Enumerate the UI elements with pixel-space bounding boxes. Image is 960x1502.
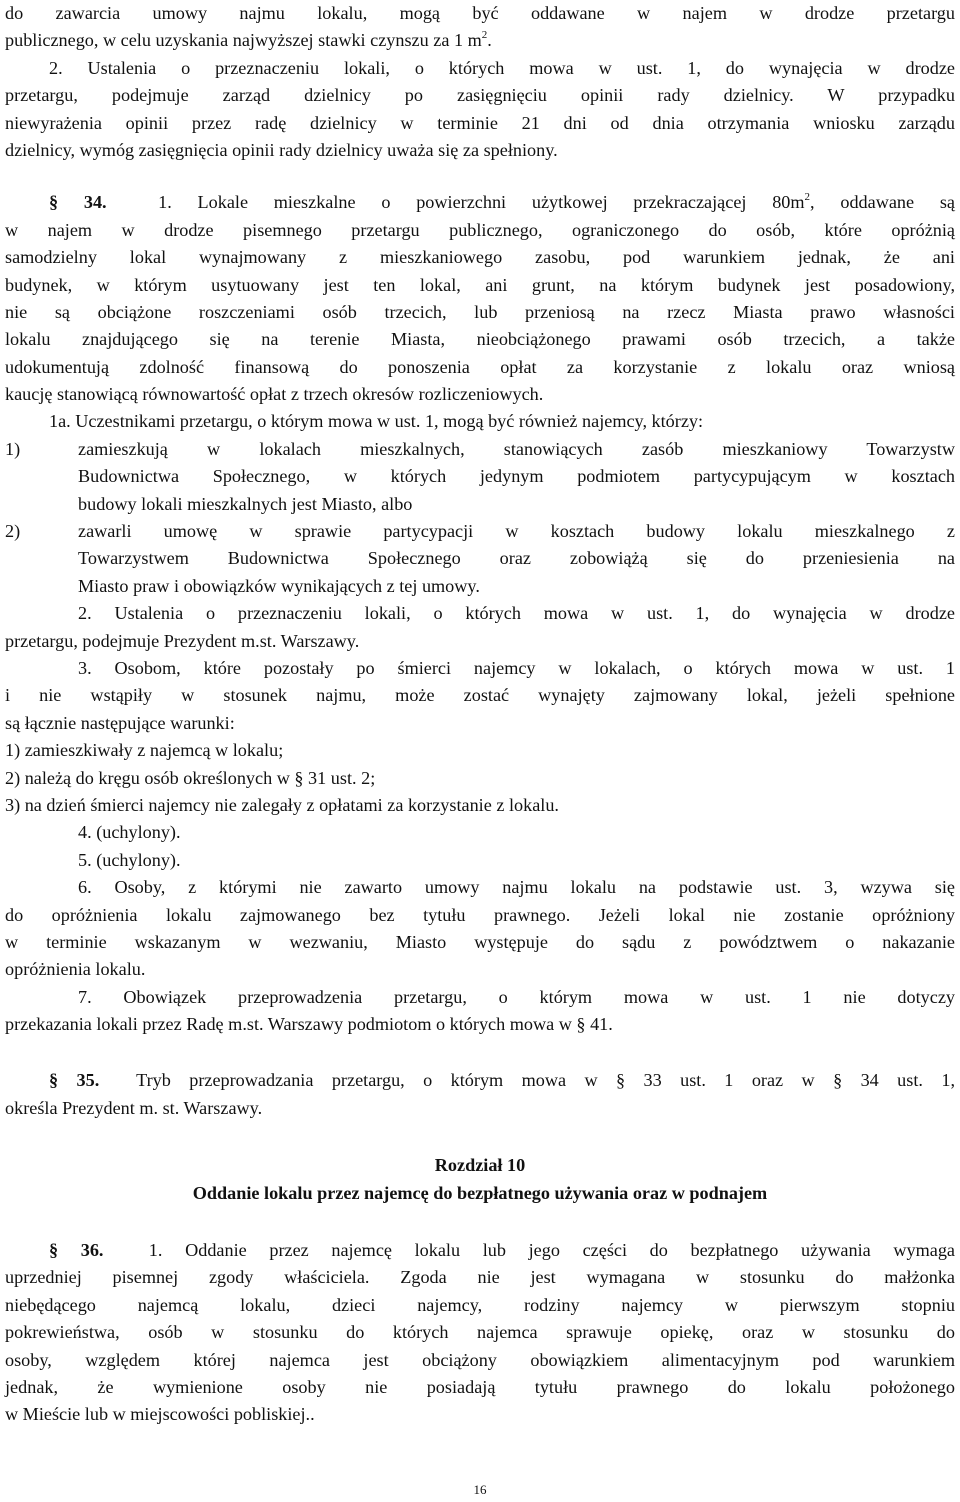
text-line: 1a. Uczestnikami przetargu, o którym mowa w ust. 1, mogą być również najemcy, którzy: (49, 411, 704, 432)
text-line: niebędącego najemcą lokalu, dzieci najemcy, rodziny najemcy w pierwszym stopniu (5, 1294, 955, 1315)
text-line: 5. (uchylony). (78, 849, 181, 870)
text-line: lokalu znajdującego się na terenie Miasta, nieobciążonego prawami osób trzecich, a także (5, 329, 955, 350)
text-line: dzielnicy, wymóg zasięgnięcia opinii rady dzielnicy uważa się za spełniony. (5, 139, 558, 160)
text-line: niewyrażenia opinii przez radę dzielnicy w terminie 21 dni od dnia otrzymania wniosku zarządu (5, 112, 955, 133)
text-line: kaucję stanowiącą równowartość opłat z trzech okresów rozliczeniowych. (5, 384, 544, 405)
text-line: 4. (uchylony). (78, 822, 181, 843)
text-line: udokumentują zdolność finansową do ponoszenia opłat za korzystanie z lokalu oraz wniosą (5, 356, 955, 377)
paragraph-34-first-line: § 34. 1. Lokale mieszkalne o powierzchni użytkowej przekraczającej $80m^2$, oddawane są (49, 191, 955, 213)
text-line: przetargu, podejmuje Prezydent m.st. Warszawy. (5, 630, 360, 651)
text-line: opróżnienia lokalu. (5, 959, 146, 980)
text-line: Miasto praw i obowiązków wynikających z tej umowy. (78, 575, 480, 596)
text-line: przekazania lokali przez Radę m.st. Warszawy podmiotom o których mowa w § 41. (5, 1014, 613, 1035)
text-line: 3. Osobom, które pozostały po śmierci najemcy w lokalach, o których mowa w ust. 1 (78, 657, 955, 678)
text-line: 6. Osoby, z którymi nie zawarto umowy najmu lokalu na podstawie ust. 3, wzywa się (78, 877, 955, 898)
text-line: jednak, że wymienione osoby nie posiadają tytułu prawnego do lokalu położonego (5, 1376, 955, 1397)
text-line: samodzielny lokal wynajmowany z mieszkaniowego zasobu, pod warunkiem jednak, że ani (5, 247, 955, 268)
page-number: 16 (473, 1482, 487, 1497)
text-line: przetargu, podejmuje zarząd dzielnicy po zasięgnięciu opinii rady dzielnicy. W przypadku (5, 85, 955, 106)
text-line: określa Prezydent m. st. Warszawy. (5, 1097, 263, 1118)
text-line: w Mieście lub w miejscowości pobliskiej.. (5, 1404, 315, 1425)
list-item: 2) zawarli umowę w sprawie partycypacji w kosztach budowy lokalu mieszkalnego z (5, 521, 955, 542)
text-line: osoby, względem której najemca jest obciążony obowiązkiem alimentacyjnym pod warunkiem (5, 1349, 955, 1370)
chapter-subtitle: Oddanie lokalu przez najemcę do bezpłatnego używania oraz w podnajem (192, 1182, 768, 1203)
text-line: 7. Obowiązek przeprowadzenia przetargu, o którym mowa w ust. 1 nie dotyczy (78, 986, 955, 1007)
paragraph-35-first-line: § 35. Tryb przeprowadzania przetargu, o którym mowa w § 33 ust. 1 oraz w § 34 ust. 1, (49, 1070, 956, 1091)
text-line: do opróżnienia lokalu zajmowanego bez tytułu prawnego. Jeżeli lokal nie zostanie opróżniony (5, 904, 955, 925)
text-line: nie są obciążone roszczeniami osób trzecich, lub przeniosą na rzecz Miasta prawo własności (5, 301, 955, 322)
list-item: 1) zamieszkują w lokalach mieszkalnych, stanowiących zasób mieszkaniowy Towarzystw (5, 438, 955, 459)
text-line: w najem w drodze pisemnego przetargu publicznego, ograniczonego do osób, które opróżnią (5, 219, 955, 240)
text-line: pokrewieństwa, osób w stosunku do których najemca sprawuje opiekę, oraz w stosunku do (5, 1322, 955, 1343)
list-item: 3) na dzień śmierci najemcy nie zalegały z opłatami za korzystanie z lokalu. (5, 794, 559, 815)
text-line: budowy lokali mieszkalnych jest Miasto, albo (78, 493, 413, 514)
text-line: do zawarcia umowy najmu lokalu, mogą być oddawane w najem w drodze przetargu (5, 3, 955, 23)
section-label: § 35. (49, 1070, 100, 1091)
section-label: § 36. (49, 1240, 104, 1261)
section-label: § 34. (49, 192, 107, 213)
text-line: Budownictwa Społecznego, w których jedynym podmiotem partycypującym w kosztach (78, 466, 955, 487)
text-line: są łącznie następujące warunki: (5, 712, 235, 733)
list-item: 2) należą do kręgu osób określonych w § 31 ust. 2; (5, 767, 376, 788)
text-line: Towarzystwem Budownictwa Społecznego oraz zobowiążą się do przeniesienia na (78, 548, 955, 569)
text-line: 2. Ustalenia o przeznaczeniu lokali, o których mowa w ust. 1, do wynajęcia w drodze (78, 603, 955, 624)
text-line: w terminie wskazanym w wezwaniu, Miasto występuje do sądu z powództwem o nakazanie (5, 931, 955, 952)
text-line: publicznego, w celu uzyskania najwyższej stawki czynszu za 1 $m^2$. (5, 29, 492, 51)
chapter-title: Rozdział 10 (434, 1155, 526, 1176)
document-page (5, 0, 955, 1429)
text-line: uprzedniej pisemnej zgody właściciela. Zgoda nie jest wymagana w stosunku do małżonka (5, 1267, 955, 1288)
text-line: i nie wstąpiły w stosunek najmu, może zostać wynajęty zajmowany lokal, jeżeli spełnione (5, 685, 955, 706)
list-item: 1) zamieszkiwały z najemcą w lokalu; (5, 740, 284, 761)
text-line: 2. Ustalenia o przeznaczeniu lokali, o których mowa w ust. 1, do wynajęcia w drodze (49, 57, 955, 78)
paragraph-36-first-line: § 36. 1. Oddanie przez najemcę lokalu lub jego części do bezpłatnego używania wymaga (49, 1240, 955, 1261)
text-line: budynek, w którym usytuowany jest ten lokal, ani grunt, na którym budynek jest posadowiony, (5, 274, 955, 295)
